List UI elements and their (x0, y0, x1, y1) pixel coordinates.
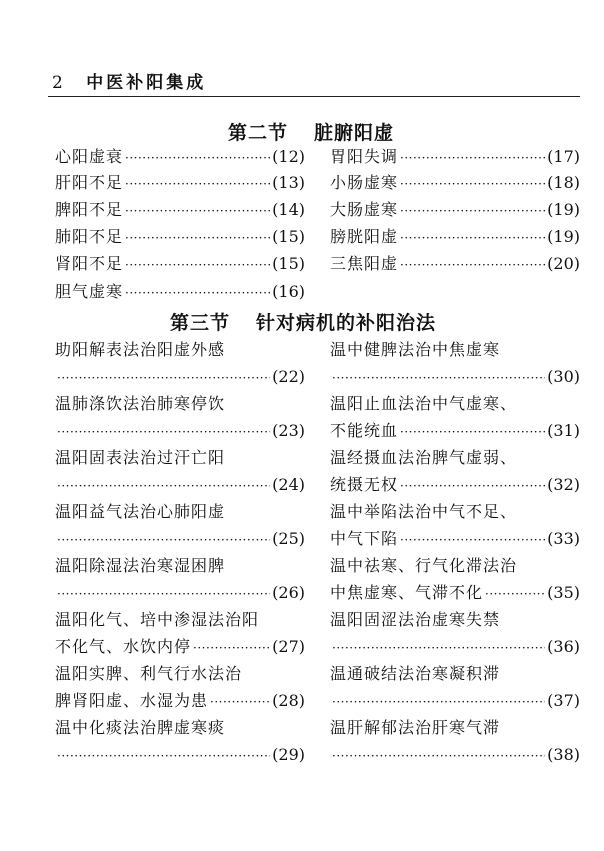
toc-entry-page: (38) (547, 745, 580, 764)
leader-dots (125, 254, 270, 276)
leader-dots (400, 421, 545, 443)
toc-entry-page: (17) (547, 147, 580, 166)
toc-entry-line1[interactable] (55, 339, 305, 361)
leader-dots (210, 691, 270, 713)
leader-dots (57, 529, 270, 551)
toc-entry[interactable] (55, 172, 305, 194)
header-rule (48, 96, 580, 97)
toc-entry-line2[interactable] (330, 636, 580, 658)
leader-dots (400, 200, 545, 222)
toc-entry-title: 温中祛寒、行气化滞法治 (330, 556, 518, 575)
toc-entry-title: 温阳实脾、利气行水法治 (55, 664, 243, 683)
leader-dots (400, 529, 545, 551)
toc-entry[interactable] (330, 226, 580, 248)
section2-number: 第二节 (228, 122, 289, 144)
toc-entry-title: 温中健脾法治中焦虚寒 (330, 340, 501, 359)
toc-entry-title: 脾阳不足 (55, 200, 124, 219)
leader-dots (125, 200, 270, 222)
toc-entry-page: (14) (272, 200, 305, 219)
book-title: 中医补阳集成 (86, 73, 207, 93)
leader-dots (400, 475, 545, 497)
toc-entry-page: (13) (272, 173, 305, 192)
toc-entry-title: 温通破结法治寒凝积滞 (330, 664, 501, 683)
leader-dots (125, 282, 270, 304)
toc-entry-line2[interactable] (55, 528, 305, 550)
section3-title: 针对病机的补阳治法 (256, 312, 437, 334)
toc-entry-line2[interactable] (55, 474, 305, 496)
toc-entry-title: 心阳虚衰 (55, 147, 124, 166)
toc-entry[interactable] (55, 226, 305, 248)
toc-entry-line1[interactable] (330, 447, 580, 469)
leader-dots (400, 147, 545, 169)
leader-dots (332, 637, 545, 659)
toc-entry-line1[interactable] (55, 555, 305, 577)
toc-entry-page: (16) (272, 282, 305, 301)
leader-dots (332, 367, 545, 389)
toc-entry-line2[interactable] (55, 366, 305, 388)
toc-entry-line1[interactable] (55, 501, 305, 523)
toc-entry-line2[interactable] (55, 690, 305, 712)
toc-entry[interactable] (55, 199, 305, 221)
toc-entry-page: (15) (272, 227, 305, 246)
toc-entry-title: 胆气虚寒 (55, 282, 124, 301)
toc-entry[interactable] (330, 146, 580, 168)
leader-dots (332, 691, 545, 713)
toc-entry-title: 温阳化气、培中渗湿法治阳 (55, 610, 260, 629)
toc-entry-page: (25) (272, 529, 305, 548)
toc-entry-line2[interactable] (330, 366, 580, 388)
toc-entry-line2[interactable] (330, 420, 580, 442)
toc-entry-page: (28) (272, 691, 305, 710)
toc-entry-title: 助阳解表法治阳虚外感 (55, 340, 226, 359)
toc-entry-title: 三焦阳虚 (330, 254, 399, 273)
toc-entry-title: 小肠虚寒 (330, 173, 399, 192)
leader-dots (57, 583, 270, 605)
toc-entry-line2[interactable] (55, 744, 305, 766)
toc-entry-line1[interactable] (330, 717, 580, 739)
toc-entry-title: 温中举陷法治中气不足、 (330, 502, 518, 521)
page-number: 2 (52, 73, 64, 93)
leader-dots (400, 254, 545, 276)
toc-entry[interactable] (55, 281, 305, 303)
leader-dots (400, 227, 545, 249)
toc-entry-title: 温阳除湿法治寒湿困脾 (55, 556, 226, 575)
leader-dots (400, 173, 545, 195)
toc-entry[interactable] (55, 146, 305, 168)
toc-entry-page: (18) (547, 173, 580, 192)
toc-entry-title: 膀胱阳虚 (330, 227, 399, 246)
toc-entry-page: (19) (547, 227, 580, 246)
toc-entry-page: (37) (547, 691, 580, 710)
toc-entry-title: 大肠虚寒 (330, 200, 399, 219)
toc-entry-line1[interactable] (55, 663, 305, 685)
toc-entry-line2[interactable] (330, 528, 580, 550)
toc-entry-line1[interactable] (330, 501, 580, 523)
toc-entry-page: (22) (272, 367, 305, 386)
toc-entry-page: (20) (547, 254, 580, 273)
toc-entry-title: 肾阳不足 (55, 254, 124, 273)
toc-entry-page: (32) (547, 475, 580, 494)
toc-entry-line2[interactable] (330, 744, 580, 766)
toc-entry-page: (23) (272, 421, 305, 440)
toc-entry-page: (31) (547, 421, 580, 440)
toc-entry-title: 胃阳失调 (330, 147, 399, 166)
toc-entry-title: 肺阳不足 (55, 227, 124, 246)
toc-entry-title-cont: 中焦虚寒、气滞不化 (330, 583, 484, 602)
toc-entry-title: 温肝解郁法治肝寒气滞 (330, 718, 501, 737)
toc-entry-line1[interactable] (330, 339, 580, 361)
toc-entry-line2[interactable] (55, 636, 305, 658)
leader-dots (125, 227, 270, 249)
leader-dots (332, 745, 545, 767)
toc-entry-title: 温经摄血法治脾气虚弱、 (330, 448, 518, 467)
toc-entry-title-cont: 脾肾阳虚、水湿为患 (55, 691, 209, 710)
toc-entry[interactable] (330, 199, 580, 221)
leader-dots (125, 173, 270, 195)
toc-entry[interactable] (330, 253, 580, 275)
toc-entry-line1[interactable] (55, 609, 305, 631)
toc-entry-page: (29) (272, 745, 305, 764)
toc-entry-line2[interactable] (55, 582, 305, 604)
toc-entry-line2[interactable] (330, 690, 580, 712)
leader-dots (57, 475, 270, 497)
toc-entry-line1[interactable] (330, 393, 580, 415)
toc-entry[interactable] (55, 253, 305, 275)
leader-dots (57, 421, 270, 443)
toc-entry-page: (27) (272, 637, 305, 656)
toc-entry-line2[interactable] (330, 474, 580, 496)
toc-entry-title-cont: 不能统血 (330, 421, 399, 440)
toc-entry-line2[interactable] (330, 582, 580, 604)
toc-entry-line1[interactable] (330, 609, 580, 631)
toc-entry-page: (19) (547, 200, 580, 219)
toc-entry-line1[interactable] (330, 555, 580, 577)
toc-entry-title: 温阳固涩法治虚寒失禁 (330, 610, 501, 629)
toc-entry-title: 肝阳不足 (55, 173, 124, 192)
leader-dots (57, 745, 270, 767)
toc-entry-page: (36) (547, 637, 580, 656)
toc-entry-title-cont: 中气下陷 (330, 529, 399, 548)
leader-dots (125, 147, 270, 169)
toc-entry-title-cont: 统摄无权 (330, 475, 399, 494)
leader-dots (485, 583, 545, 605)
toc-entry-title: 温中化痰法治脾虚寒痰 (55, 718, 226, 737)
section2-title: 脏腑阳虚 (314, 122, 395, 144)
section2-heading (228, 118, 394, 145)
toc-entry-line1[interactable] (55, 717, 305, 739)
toc-entry-title: 温肺涤饮法治肺寒停饮 (55, 394, 226, 413)
toc-entry-title-cont: 不化气、水饮内停 (55, 637, 192, 656)
toc-entry-line2[interactable] (55, 420, 305, 442)
leader-dots (193, 637, 270, 659)
toc-entry-line1[interactable] (330, 663, 580, 685)
toc-entry-page: (30) (547, 367, 580, 386)
toc-entry-page: (12) (272, 147, 305, 166)
toc-entry-page: (33) (547, 529, 580, 548)
section3-number: 第三节 (170, 312, 231, 334)
toc-entry-title: 温阳止血法治中气虚寒、 (330, 394, 518, 413)
toc-entry[interactable] (330, 172, 580, 194)
toc-entry-page: (26) (272, 583, 305, 602)
toc-entry-line1[interactable] (55, 393, 305, 415)
toc-entry-title: 温阳益气法治心肺阳虚 (55, 502, 226, 521)
toc-entry-page: (35) (547, 583, 580, 602)
toc-entry-line1[interactable] (55, 447, 305, 469)
section3-heading (170, 308, 436, 335)
leader-dots (57, 367, 270, 389)
toc-entry-page: (15) (272, 254, 305, 273)
toc-entry-page: (24) (272, 475, 305, 494)
page-header (52, 68, 206, 93)
toc-entry-title: 温阳固表法治过汗亡阳 (55, 448, 226, 467)
